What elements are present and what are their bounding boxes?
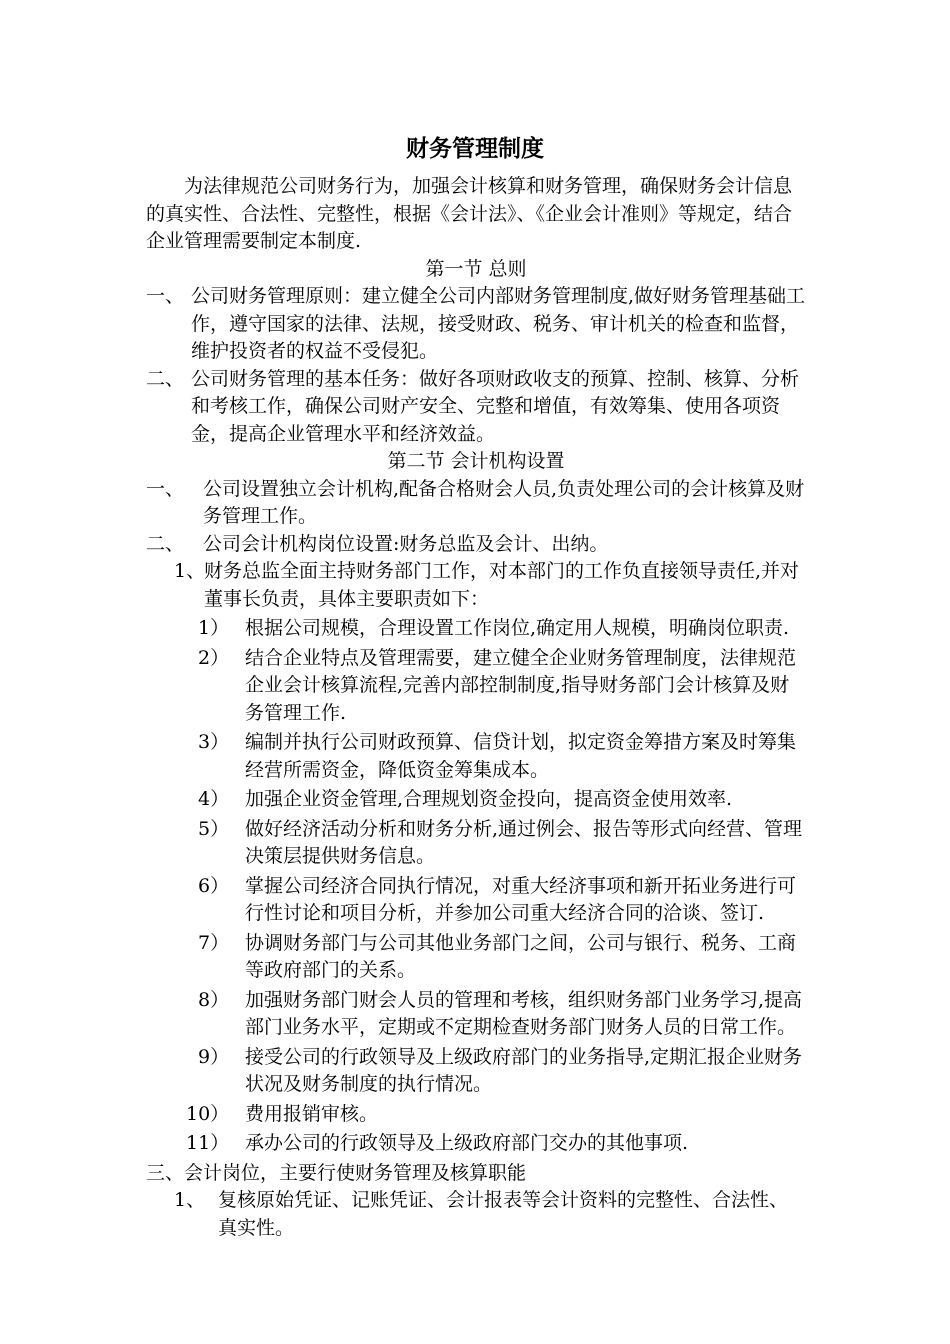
duty-item (146, 930, 806, 985)
document-body (146, 173, 806, 1242)
list-marker: 1） (198, 617, 230, 639)
list-marker: 1、 (174, 560, 206, 582)
list-item-text: 费用报销审核。 (245, 1102, 379, 1125)
list-item-text: 公司财务管理原则：建立健全公司内部财务管理制度,做好财务管理基础工作，遵守国家的法律、法规，接受财政、税务、审计机关的检查和监督，维护投资者的权益不受侵犯。 (191, 285, 806, 362)
list-marker: 11） (186, 1132, 230, 1154)
list-item-text: 掌握公司经济合同执行情况，对重大经济事项和新开拓业务进行可行性讨论和项目分析，并参加公司重大经济合同的洽谈、签订. (245, 874, 797, 924)
list-marker: 10） (186, 1102, 230, 1125)
duty-item (146, 987, 806, 1042)
duty-item (146, 1130, 806, 1158)
sub-list-item (146, 1187, 806, 1242)
list-item-text: 公司会计机构岗位设置:财务总监及会计、出纳。 (203, 532, 609, 555)
duty-item (146, 1044, 806, 1099)
list-item-text: 公司设置独立会计机构,配备合格财会人员,负责处理公司的会计核算及财务管理工作。 (203, 477, 805, 527)
list-marker: 1、 (174, 1189, 206, 1211)
list-item (146, 283, 806, 366)
list-marker: 三、 (146, 1161, 185, 1184)
list-item-text: 会计岗位，主要行使财务管理及核算职能 (184, 1161, 527, 1184)
list-item (146, 476, 806, 531)
list-marker: 4） (198, 788, 230, 810)
list-item-text: 编制并执行公司财政预算、信贷计划，拟定资金筹措方案及时筹集经营所需资金，降低资金筹集成本。 (245, 731, 797, 781)
intro-paragraph: 为法律规范公司财务行为，加强会计核算和财务管理，确保财务会计信息的真实性、合法性、完整性，根据《会计法》、《企业会计准则》等规定，结合企业管理需要制定本制度. (146, 175, 793, 252)
list-item-text: 加强企业资金管理,合理规划资金投向，提高资金使用效率. (245, 788, 733, 810)
list-marker: 7） (198, 931, 230, 954)
list-item-text: 接受公司的行政领导及上级政府部门的业务指导,定期汇报企业财务状况及财务制度的执行情况。 (245, 1045, 803, 1095)
duty-item (146, 729, 806, 784)
list-item-text: 做好经济活动分析和财务分析,通过例会、报告等形式向经营、管理决策层提供财务信息。 (245, 817, 803, 867)
duty-item (146, 1101, 806, 1129)
list-item-text: 公司财务管理的基本任务：做好各项财政收支的预算、控制、核算、分析和考核工作，确保公司财产安全、完整和增值，有效筹集、使用各项资金，提高企业管理水平和经济效益。 (191, 367, 800, 445)
duty-item (146, 615, 806, 643)
document-title: 财务管理制度 (406, 136, 544, 162)
duty-item (146, 816, 806, 871)
list-marker: 9） (198, 1045, 230, 1068)
list-item-text: 复核原始凭证、记账凭证、会计报表等会计资料的完整性、合法性、真实性。 (218, 1189, 789, 1239)
duty-item (146, 645, 806, 728)
list-marker: 3） (198, 731, 230, 753)
list-marker: 2） (198, 646, 230, 669)
list-item (146, 531, 806, 559)
duty-item (146, 786, 806, 814)
list-marker: 5） (198, 817, 230, 840)
list-marker: 8） (198, 988, 230, 1011)
list-marker: 6） (198, 874, 230, 897)
list-item-text: 财务总监全面主持财务部门工作，对本部门的工作负直接领导责任,并对董事长负责，具体主要职责如下： (204, 560, 800, 610)
list-item (146, 366, 806, 449)
list-item-text: 承办公司的行政领导及上级政府部门交办的其他事项. (245, 1132, 689, 1154)
duty-item (146, 873, 806, 928)
list-marker: 二、 (146, 367, 185, 390)
sub-list-item (146, 558, 806, 613)
list-item-text: 加强财务部门财会人员的管理和考核，组织财务部门业务学习,提高部门业务水平，定期或不定期检查财务部门财务人员的日常工作。 (245, 988, 803, 1038)
list-marker: 一、 (146, 477, 185, 500)
list-marker: 二、 (146, 532, 185, 555)
section-heading-1: 第一节 总则 (425, 257, 527, 280)
section-heading-2: 第二节 会计机构设置 (387, 450, 565, 472)
list-marker: 一、 (146, 285, 185, 307)
list-item-text: 结合企业特点及管理需要，建立健全企业财务管理制度，法律规范企业会计核算流程,完善内部控制制度,指导财务部门会计核算及财务管理工作. (245, 646, 797, 724)
list-item-text: 根据公司规模，合理设置工作岗位,确定用人规模，明确岗位职责. (245, 617, 790, 639)
list-item-text: 协调财务部门与公司其他业务部门之间，公司与银行、税务、工商等政府部门的关系。 (245, 931, 797, 981)
list-item (146, 1160, 806, 1188)
